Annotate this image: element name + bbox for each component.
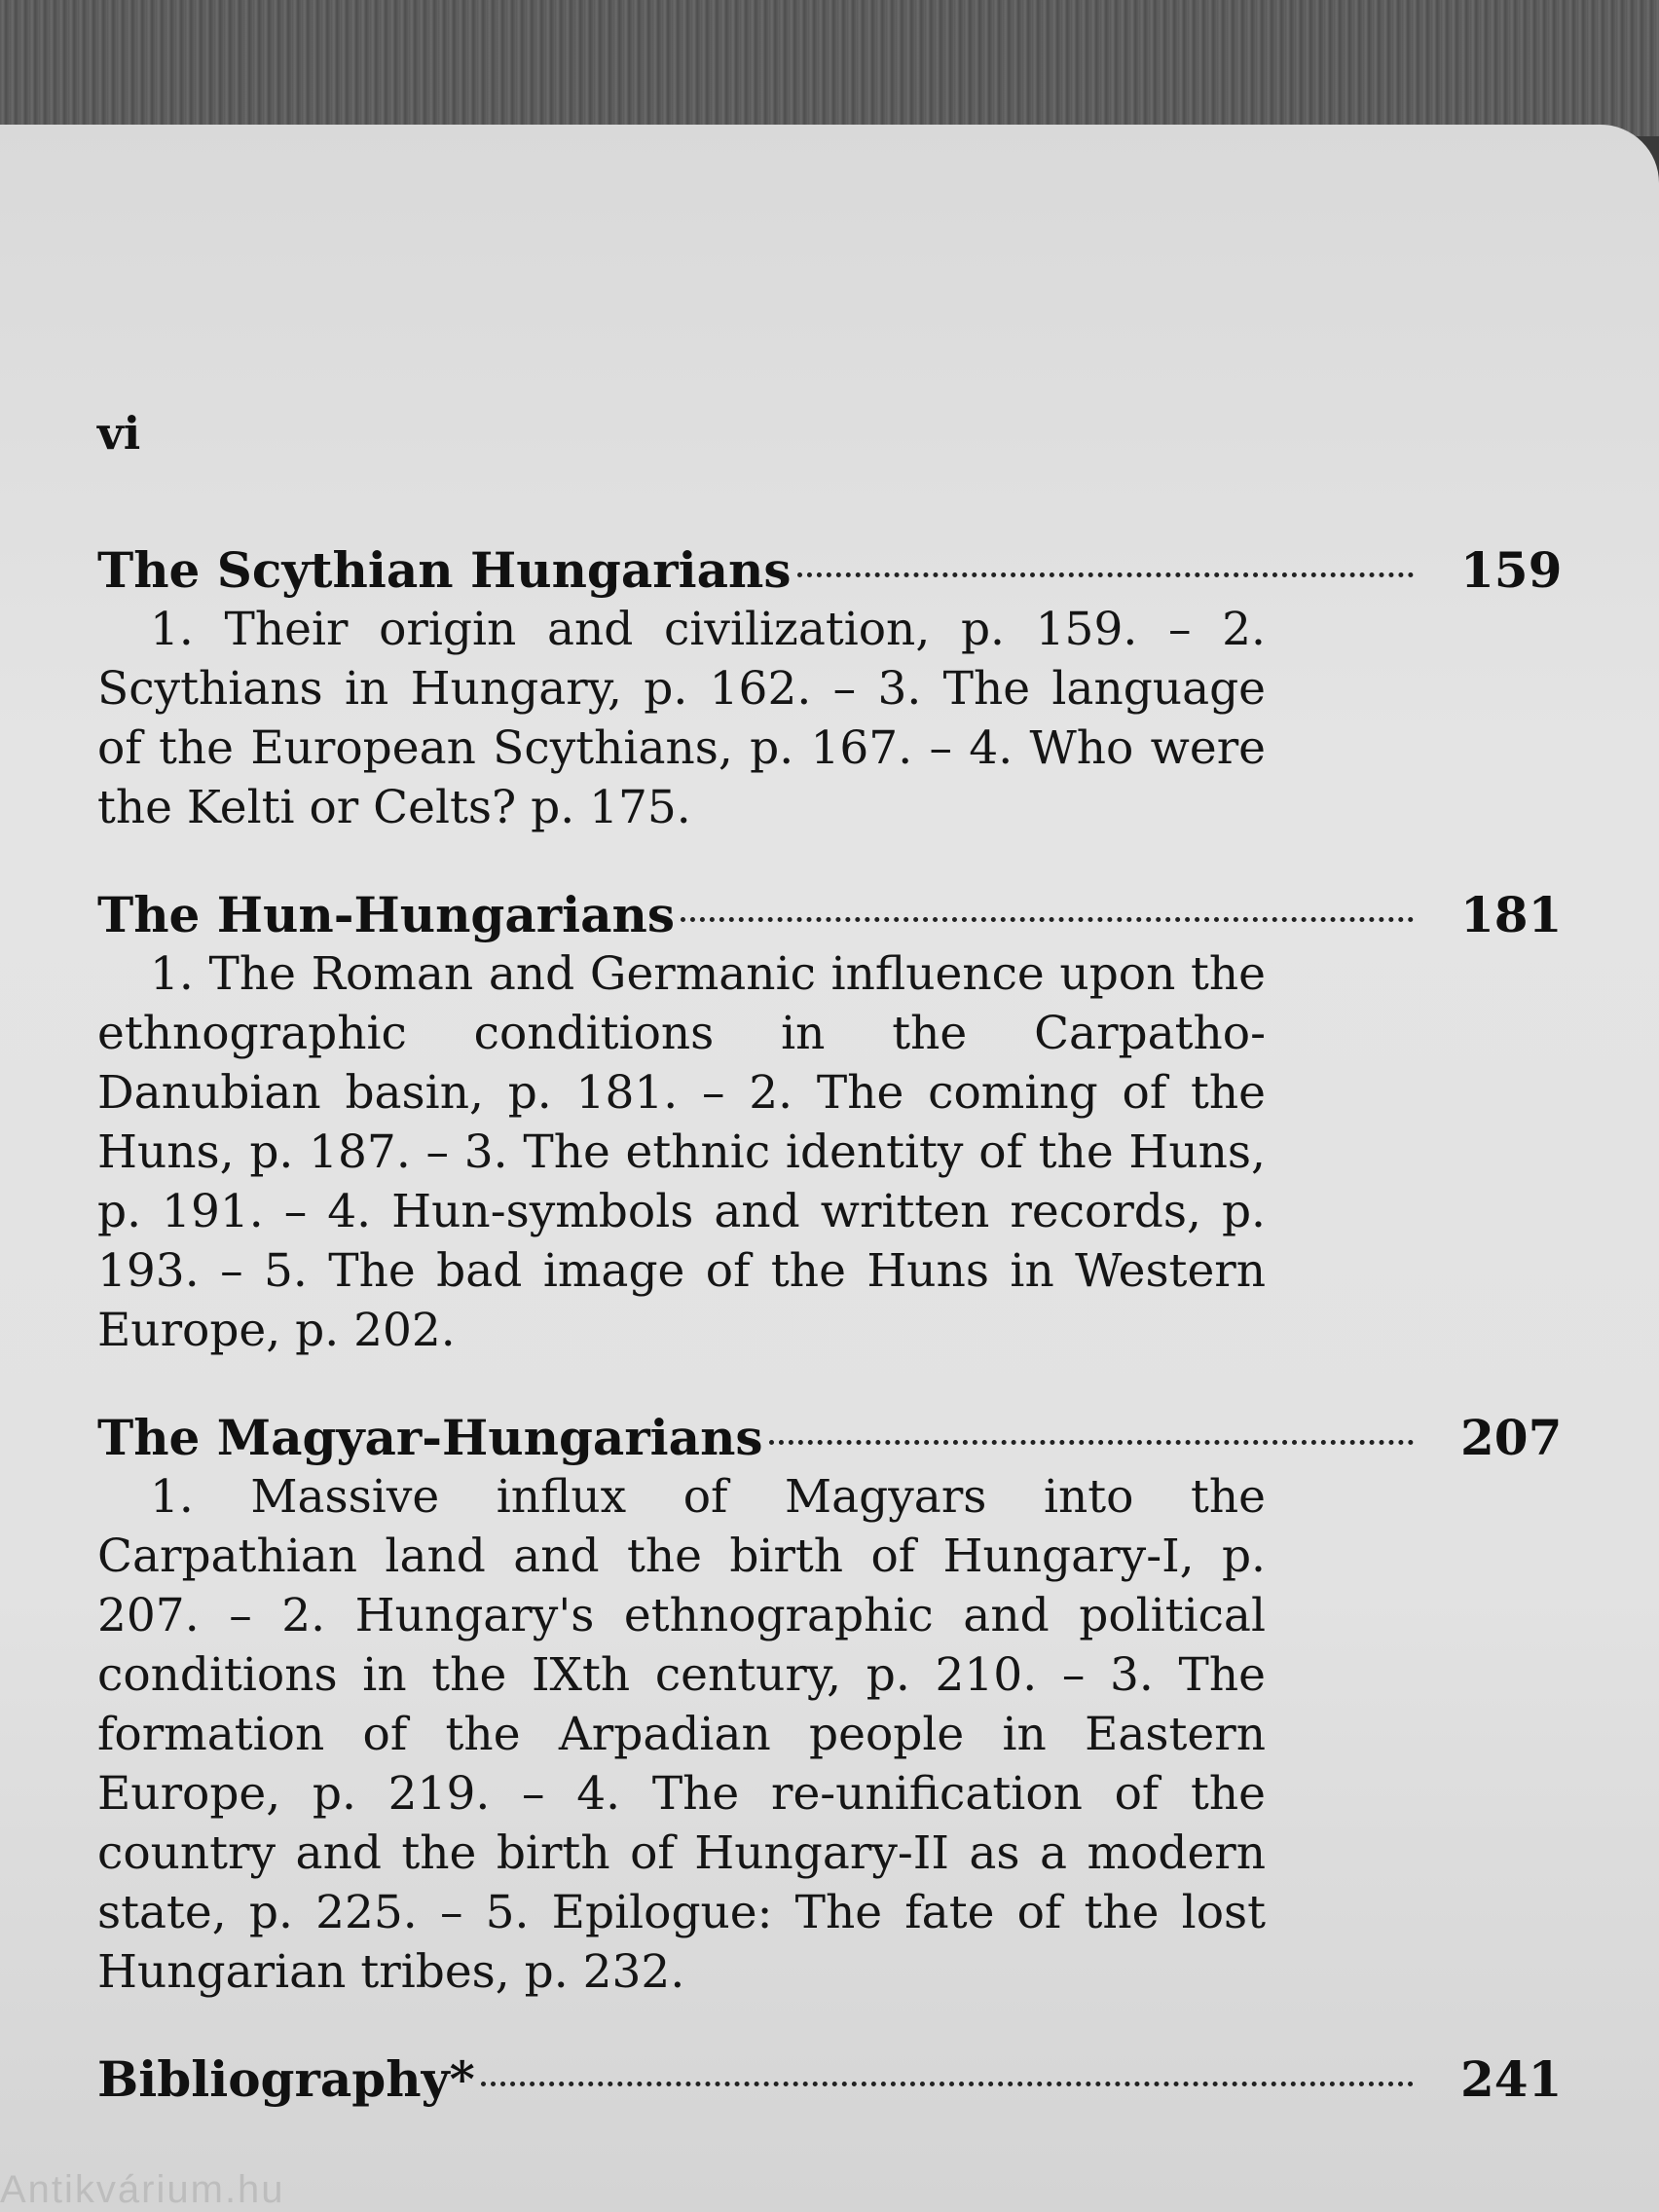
toc-entry-page: 241 — [1460, 2050, 1563, 2108]
toc-entry-page: 159 — [1460, 541, 1563, 599]
toc-entry-head — [97, 541, 1563, 600]
toc-entry-title: The Magyar-Hungarians — [97, 1409, 763, 1466]
toc-entry-title: The Hun-Hungarians — [97, 886, 676, 943]
watermark: Antikvárium.hu — [0, 2168, 285, 2211]
toc-entry-title: The Scythian Hungarians — [97, 541, 792, 599]
toc-entry-page: 207 — [1460, 1409, 1563, 1466]
toc-entry-head — [97, 1409, 1563, 1467]
toc-entry-scythian — [97, 541, 1563, 837]
table-of-contents — [97, 541, 1563, 2157]
book-page — [0, 125, 1659, 2212]
toc-entry-bibliography — [97, 2050, 1563, 2109]
toc-entry-description: 1. Massive influx of Magyars into the Carpathian land and the birth of Hungary-I, p. 207. – 2. Hungary's ethnographic and political conditions in the IXth century, p. 210. – 3. The formation of the Arpadian people in Eastern Europe, p. 219. – 4. The re-unification of the country and the birth of Hungary-II as a modern state, p. 225. – 5. Epilogue: The fate of the lost Hungarian tribes, p. 232. — [97, 1470, 1266, 1999]
background-surface — [0, 0, 1659, 136]
toc-entry-description: 1. The Roman and Germanic influence upon the ethnographic conditions in the Carpatho-Danubian basin, p. 181. – 2. The coming of the Huns, p. 187. – 3. The ethnic identity of the Huns, p. 191. – 4. Hun-symbols and written records, p. 193. – 5. The bad image of the Huns in Western Europe, p. 202. — [97, 947, 1266, 1357]
toc-entry-head — [97, 886, 1563, 944]
toc-entry-title: Bibliography* — [97, 2050, 475, 2108]
toc-entry-description: 1. Their origin and civilization, p. 159. – 2. Scythians in Hungary, p. 162. – 3. The language of the European Scythians, p. 167. – 4. Who were the Kelti or Celts? p. 175. — [97, 603, 1266, 834]
toc-entry-magyar — [97, 1409, 1563, 2002]
dot-leader — [681, 917, 1414, 922]
page-number: vi — [97, 407, 141, 460]
dot-leader — [481, 2082, 1414, 2086]
dot-leader — [769, 1440, 1414, 1445]
toc-entry-page: 181 — [1460, 886, 1563, 943]
dot-leader — [797, 572, 1414, 577]
toc-entry-hun — [97, 886, 1563, 1360]
toc-entry-head — [97, 2050, 1563, 2109]
